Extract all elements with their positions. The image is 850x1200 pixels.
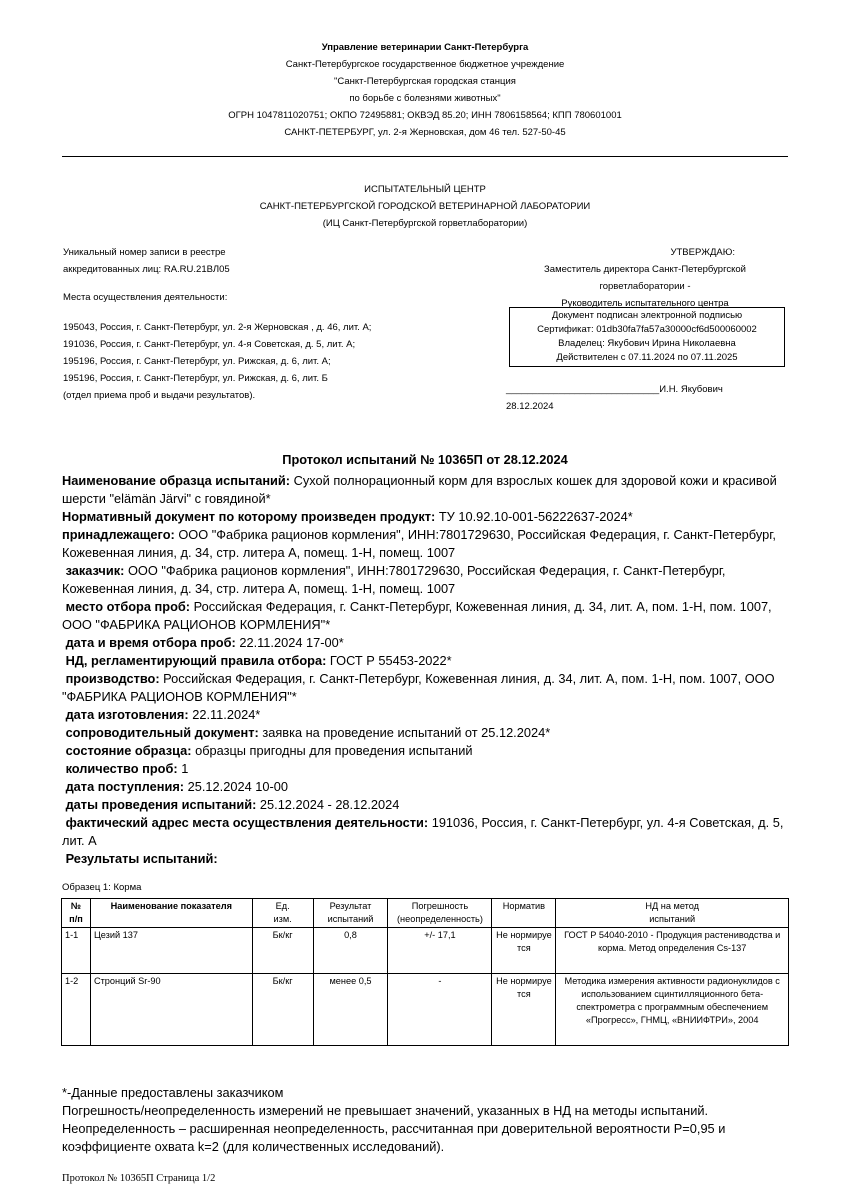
- sample-caption: Образец 1: Корма: [62, 882, 142, 893]
- col-header-error: Погрешность (неопределенность): [388, 899, 492, 928]
- cell-num: 1-2: [62, 974, 91, 1046]
- field-production: производство: Российская Федерация, г. Санкт-Петербург, Кожевенная линия, д. 34, лит. А, пом. 1-Н, пом. 1007, ООО "ФАБРИКА РАЦИОНОВ КОРМЛЕНИЯ"*: [62, 671, 775, 704]
- field-sample-condition: состояние образца: образцы пригодны для проведения испытаний: [65, 743, 473, 758]
- table-row: [62, 974, 789, 1046]
- registry-line1: Уникальный номер записи в реестре: [63, 247, 226, 258]
- page-footer: Протокол № 10365П Страница 1/2: [62, 1173, 216, 1184]
- org-type: Санкт-Петербургское государственное бюджетное учреждение: [285, 59, 565, 70]
- note-extended-uncertainty: Неопределенность – расширенная неопределенность, рассчитанная при доверительной вероятности P=0,95 и: [62, 1121, 726, 1136]
- approval-line3: Руководитель испытательного центра: [561, 298, 729, 309]
- field-accompanying-doc: сопроводительный документ: заявка на проведение испытаний от 25.12.2024*: [65, 725, 551, 740]
- field-sampling-rules: НД, регламентирующий правила отбора: ГОСТ Р 55453-2022*: [65, 653, 452, 668]
- places-list: [63, 319, 443, 404]
- header-divider: [62, 156, 788, 157]
- registry-line2: аккредитованных лиц: RA.RU.21ВЛ05: [63, 264, 230, 275]
- col-header-name: Наименование показателя: [90, 899, 252, 928]
- place-item: 191036, Россия, г. Санкт-Петербург, ул. 4-я Советская, д. 5, лит. А;: [63, 339, 356, 350]
- cell-unit: Бк/кг: [252, 974, 313, 1046]
- col-header-result: Результат испытаний: [313, 899, 388, 928]
- cell-error: -: [388, 974, 492, 1046]
- cell-error: +/- 17,1: [388, 928, 492, 974]
- approval-line2: горветлаборатории -: [599, 281, 691, 292]
- cell-method: ГОСТ Р 54040-2010 - Продукция растениводства и корма. Метод определения Cs-137: [556, 928, 789, 974]
- col-header-norm: Норматив: [492, 899, 556, 928]
- field-receipt-date: дата поступления: 25.12.2024 10-00: [65, 779, 288, 794]
- approval-title: УТВЕРЖДАЮ:: [670, 247, 735, 258]
- org-title-line2: по борьбе с болезнями животных": [349, 93, 501, 104]
- protocol-fields: [62, 472, 797, 868]
- table-row: [62, 928, 789, 974]
- e-signature-stamp: [509, 307, 785, 367]
- notes-block: [62, 1084, 802, 1156]
- col-header-method: НД на метод испытаний: [556, 899, 789, 928]
- cell-method: Методика измерения активности радионуклидов с использованием сцинтилляционного бета-спектрометра с программным обеспечением «Прогресс», ГНМЦ, «ВНИИФТРИ», 2004: [556, 974, 789, 1046]
- center-line1: ИСПЫТАТЕЛЬНЫЙ ЦЕНТР: [364, 184, 486, 195]
- sig-line3: Владелец: Якубович Ирина Николаевна: [558, 338, 736, 349]
- cell-name: Цезий 137: [90, 928, 252, 974]
- field-owner: принадлежащего: ООО "Фабрика рационов кормления", ИНН:7801729630, Российская Федерация, г. Санкт-Петербург, Кожевенная линия, д. 34, стр. литера А, помещ. 1-Н, помещ. 1007: [62, 527, 776, 560]
- table-header-row: [62, 899, 789, 928]
- field-sample-count: количество проб: 1: [65, 761, 189, 776]
- cell-unit: Бк/кг: [252, 928, 313, 974]
- field-test-dates: даты проведения испытаний: 25.12.2024 - 28.12.2024: [65, 797, 400, 812]
- cell-num: 1-1: [62, 928, 91, 974]
- field-customer: заказчик: ООО "Фабрика рационов кормления", ИНН:7801729630, Российская Федерация, г. Санкт-Петербург, Кожевенная линия, д. 34, стр. литера А, помещ. 1-Н, помещ. 1007: [62, 563, 726, 596]
- field-sample-name: Наименование образца испытаний: Сухой полнорационный корм для взрослых кошек для здоровой кожи и красивой шерсти "elämän Järvi" с говядиной*: [62, 473, 777, 506]
- places-title: Места осуществления деятельности:: [63, 292, 228, 303]
- cell-norm: Не нормируется: [492, 974, 556, 1046]
- org-codes: ОГРН 1047811020751; ОКПО 72495881; ОКВЭД 85.20; ИНН 7806158564; КПП 780601001: [228, 110, 622, 121]
- cell-name: Стронций Sr-90: [90, 974, 252, 1046]
- col-header-unit: Ед. изм.: [252, 899, 313, 928]
- note-uncertainty: Погрешность/неопределенность измерений не превышает значений, указанных в НД на методы испытаний.: [62, 1103, 709, 1118]
- registry-block: [63, 244, 433, 278]
- signature-line: _____________________________И.Н. Якубович: [506, 384, 723, 395]
- sig-line4: Действителен с 07.11.2024 по 07.11.2025: [556, 352, 738, 363]
- cell-result: менее 0,5: [313, 974, 388, 1046]
- results-title: Результаты испытаний:: [65, 851, 218, 866]
- approval-date: 28.12.2024: [506, 401, 554, 412]
- approval-line1: Заместитель директора Санкт-Петербургской: [544, 264, 746, 275]
- note-coverage-factor: коэффициенте охвата k=2 (для количественных исследований).: [62, 1139, 445, 1154]
- org-address: САНКТ-ПЕТЕРБУРГ, ул. 2-я Жерновская, дом 46 тел. 527-50-45: [284, 127, 566, 138]
- protocol-title: Протокол испытаний № 10365П от 28.12.2024: [282, 452, 568, 467]
- results-table: [61, 898, 789, 1046]
- place-item: (отдел приема проб и выдачи результатов).: [63, 390, 256, 401]
- center-line2: САНКТ-ПЕТЕРБУРГСКОЙ ГОРОДСКОЙ ВЕТЕРИНАРНОЙ ЛАБОРАТОРИИ: [259, 201, 591, 212]
- org-title-line1: "Санкт-Петербургская городская станция: [334, 76, 516, 87]
- field-manufacture-date: дата изготовления: 22.11.2024*: [65, 707, 261, 722]
- header-block: [0, 39, 850, 141]
- test-center-block: [0, 181, 850, 232]
- place-item: 195043, Россия, г. Санкт-Петербург, ул. 2-я Жерновская , д. 46, лит. А;: [63, 322, 372, 333]
- center-line3: (ИЦ Санкт-Петербургской горветлаборатории): [322, 218, 528, 229]
- field-sampling-place: место отбора проб: Российская Федерация, г. Санкт-Петербург, Кожевенная линия, д. 34, лит. А, пом. 1-Н, пом. 1007, ООО "ФАБРИКА РАЦИОНОВ КОРМЛЕНИЯ"*: [62, 599, 772, 632]
- cell-norm: Не нормируется: [492, 928, 556, 974]
- field-normative-doc: Нормативный документ по которому произведен продукт: ТУ 10.92.10-001-56222637-2024*: [62, 509, 633, 524]
- org-name: Управление ветеринарии Санкт-Петербурга: [321, 42, 529, 53]
- note-customer-data: *-Данные предоставлены заказчиком: [62, 1085, 284, 1100]
- col-header-num: № п/п: [62, 899, 91, 928]
- approval-block: [500, 244, 790, 312]
- field-sampling-datetime: дата и время отбора проб: 22.11.2024 17-00*: [65, 635, 344, 650]
- place-item: 195196, Россия, г. Санкт-Петербург, ул. Рижская, д. 6, лит. Б: [63, 373, 328, 384]
- place-item: 195196, Россия, г. Санкт-Петербург, ул. Рижская, д. 6, лит. А;: [63, 356, 331, 367]
- sig-line1: Документ подписан электронной подписью: [551, 310, 743, 321]
- field-actual-address: фактический адрес места осуществления деятельности: 191036, Россия, г. Санкт-Петербург, ул. 4-я Советская, д. 5, лит. А: [62, 815, 784, 848]
- cell-result: 0,8: [313, 928, 388, 974]
- sig-line2: Сертификат: 01db30fa7fa57a30000cf6d500060002: [537, 324, 757, 335]
